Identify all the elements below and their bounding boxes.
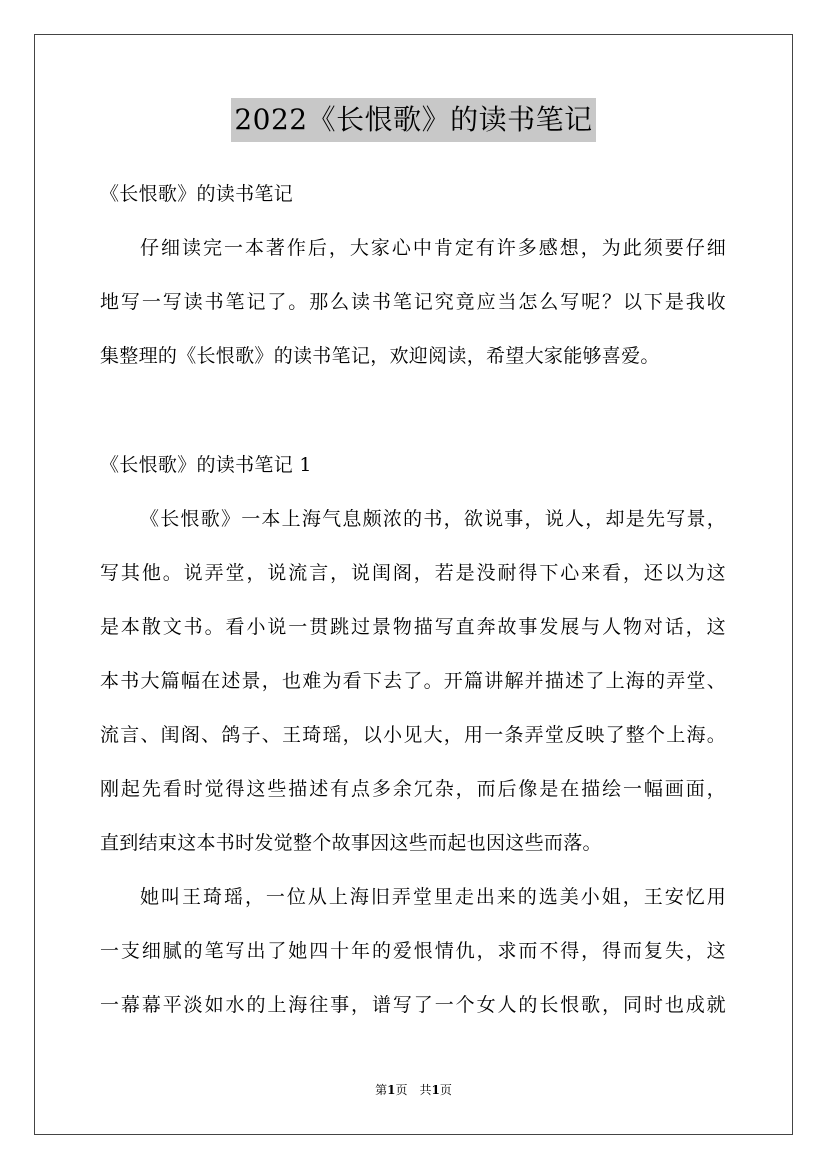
paragraph-line: 写其他。说弄堂，说流言，说闺阁，若是没耐得下心来看，还以为这 xyxy=(100,562,726,584)
paragraph-line: 本书大篇幅在述景，也难为看下去了。开篇讲解并描述了上海的弄堂、 xyxy=(100,670,726,692)
footer-page-prefix: 第 xyxy=(375,1083,388,1097)
paragraph-line: 一支细腻的笔写出了她四十年的爱恨情仇，求而不得，得而复失，这 xyxy=(100,940,726,962)
paragraph-line: 一幕幕平淡如水的上海往事，谱写了一个女人的长恨歌，同时也成就 xyxy=(100,994,726,1016)
footer-page-number: 1 xyxy=(387,1083,396,1097)
document-subtitle: 《长恨歌》的读书笔记 xyxy=(100,183,294,205)
paragraph-line: 直到结束这本书时发觉整个故事因这些而起也因这些而落。 xyxy=(100,832,602,854)
paragraph-line: 流言、闺阁、鸽子、王琦瑶，以小见大，用一条弄堂反映了整个上海。 xyxy=(100,724,726,746)
page-footer xyxy=(0,1082,827,1098)
section-heading: 《长恨歌》的读书笔记 1 xyxy=(100,454,312,476)
title-container xyxy=(0,98,827,142)
paragraph-line: 是本散文书。看小说一贯跳过景物描写直奔故事发展与人物对话，这 xyxy=(100,616,726,638)
footer-page-mid: 页 共 xyxy=(395,1083,432,1097)
paragraph-line: 她叫王琦瑶，一位从上海旧弄堂里走出来的选美小姐，王安忆用 xyxy=(140,886,726,908)
intro-line: 仔细读完一本著作后，大家心中肯定有许多感想，为此须要仔细 xyxy=(140,237,726,259)
footer-page-suffix: 页 xyxy=(439,1083,452,1097)
intro-line: 集整理的《长恨歌》的读书笔记，欢迎阅读，希望大家能够喜爱。 xyxy=(100,345,660,367)
footer-page-total: 1 xyxy=(431,1083,440,1097)
intro-line: 地写一写读书笔记了。那么读书笔记究竟应当怎么写呢？以下是我收 xyxy=(100,291,726,313)
paragraph-line: 《长恨歌》一本上海气息颇浓的书，欲说事，说人，却是先写景， xyxy=(140,508,726,530)
paragraph-line: 刚起先看时觉得这些描述有点多余冗杂，而后像是在描绘一幅画面， xyxy=(100,778,726,800)
document-title: 2022《长恨歌》的读书笔记 xyxy=(231,98,595,142)
